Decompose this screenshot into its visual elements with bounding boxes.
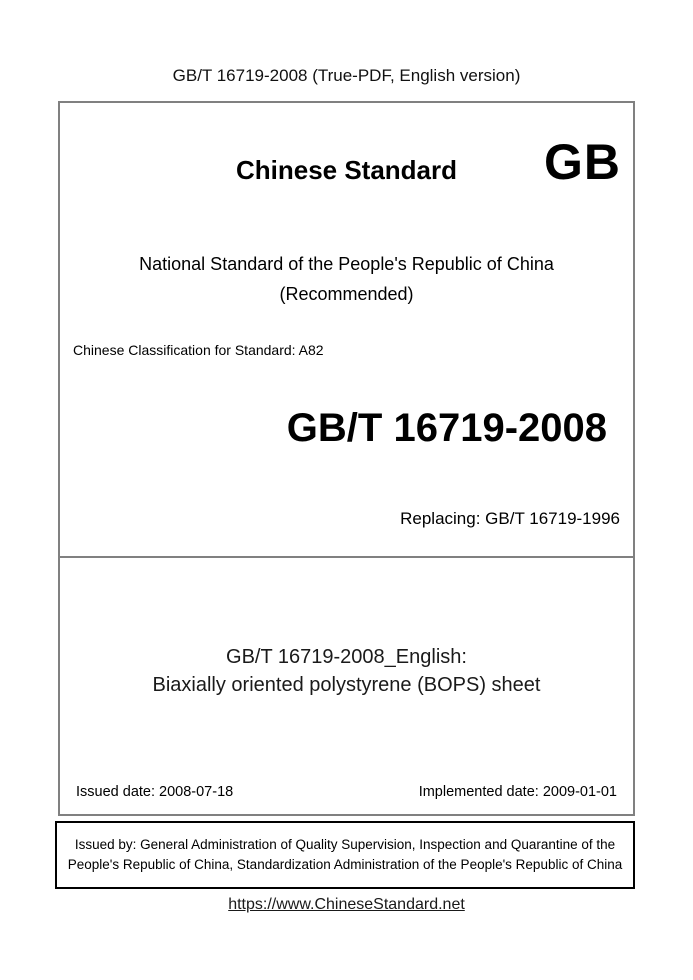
classification-label: Chinese Classification for Standard: A82: [73, 342, 324, 358]
english-title-name: Biaxially oriented polystyrene (BOPS) sheet: [152, 674, 541, 696]
issued-date: Issued date: 2008-07-18: [76, 784, 234, 800]
gb-logo: GB: [544, 134, 621, 190]
website-link[interactable]: https://www.ChineseStandard.net: [228, 896, 465, 913]
english-title-code: GB/T 16719-2008_English:: [226, 646, 467, 668]
issuer-box: [55, 821, 635, 889]
dates-row: [60, 784, 633, 800]
section-divider: [58, 556, 635, 558]
document-header-title: GB/T 16719-2008 (True-PDF, English version): [172, 66, 521, 85]
replacing-note: Replacing: GB/T 16719-1996: [400, 509, 620, 528]
standard-code: GB/T 16719-2008: [286, 406, 607, 450]
issuer-text: Issued by: General Administration of Quality Supervision, Inspection and Quarantine of the People's Republic of China, Standardization Administration of the People's Republic of China: [67, 837, 623, 872]
recommended-line: (Recommended): [279, 284, 414, 304]
brand-title: Chinese Standard: [235, 155, 458, 185]
national-standard-line: National Standard of the People's Republic of China: [139, 254, 554, 274]
implemented-date: Implemented date: 2009-01-01: [418, 784, 617, 800]
national-standard-block: [60, 249, 633, 309]
footer: [0, 896, 693, 914]
english-title-block: [60, 643, 633, 699]
cover-box: [58, 101, 635, 816]
